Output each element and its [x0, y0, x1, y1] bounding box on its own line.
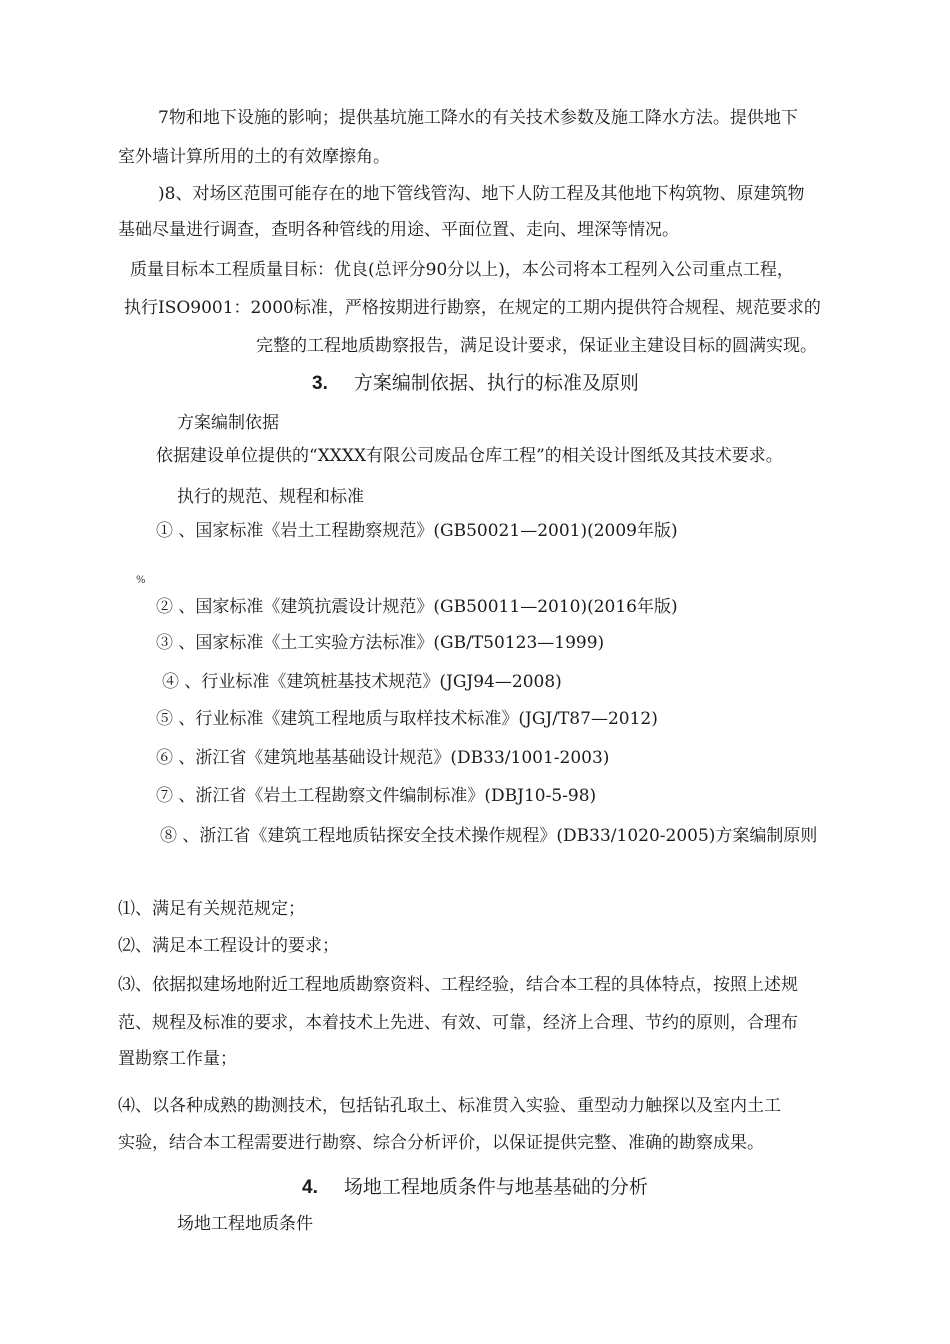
- principle-item: 范、规程及标准的要求，本着技术上先进、有效、可靠，经济上合理、节约的原则，合理布: [118, 1013, 798, 1033]
- body-text-line: 完整的工程地质勘察报告，满足设计要求，保证业主建设目标的圆满实现。: [256, 336, 817, 356]
- subsection-title: 执行的规范、规程和标准: [177, 487, 364, 507]
- standard-item: ③ 、国家标准《土工实验方法标准》(GB/T50123—1999): [156, 633, 605, 653]
- standard-item: ⑦ 、浙江省《岩土工程勘察文件编制标准》(DBJ10-5-98): [156, 786, 597, 806]
- standard-item: ⑥ 、浙江省《建筑地基基础设计规范》(DB33/1001-2003): [156, 748, 610, 768]
- heading-number: 4.: [302, 1177, 318, 1198]
- body-text-line: 质量目标本工程质量目标：优良(总评分90分以上)，本公司将本工程列入公司重点工程，: [130, 260, 794, 280]
- principle-item: 置勘察工作量；: [118, 1049, 237, 1069]
- principle-item: ⑷、以各种成熟的勘测技术，包括钻孔取土、标准贯入实验、重型动力触探以及室内土工: [118, 1096, 781, 1116]
- section-heading-3: [312, 372, 639, 396]
- principle-item: ⑵、满足本工程设计的要求；: [118, 936, 339, 956]
- principle-item: ⑴、满足有关规范规定；: [118, 899, 305, 919]
- principle-item: 实验，结合本工程需要进行勘察、综合分析评价，以保证提供完整、准确的勘察成果。: [118, 1133, 764, 1153]
- heading-title: 方案编制依据、执行的标准及原则: [353, 372, 639, 394]
- body-text-line: 依据建设单位提供的“XXXX有限公司废品仓库工程”的相关设计图纸及其技术要求。: [156, 446, 783, 466]
- standard-item: ④ 、行业标准《建筑桩基技术规范》(JGJ94—2008): [162, 672, 562, 692]
- body-text-line: 基础尽量进行调查，查明各种管线的用途、平面位置、走向、埋深等情况。: [118, 220, 679, 240]
- body-text-line: 7物和地下设施的影响；提供基坑施工降水的有关技术参数及施工降水方法。提供地下: [158, 108, 798, 128]
- standard-item: ⑤ 、行业标准《建筑工程地质与取样技术标准》(JGJ/T87—2012): [156, 709, 658, 729]
- standard-item: ① 、国家标准《岩土工程勘察规范》(GB50021—2001)(2009年版): [156, 521, 678, 541]
- standard-item: ⑧ 、浙江省《建筑工程地质钻探安全技术操作规程》(DB33/1020-2005)方案编制原则: [160, 826, 818, 846]
- subsection-title: 方案编制依据: [177, 413, 279, 433]
- body-text-line: 室外墙计算所用的土的有效摩擦角。: [118, 147, 390, 167]
- standard-item: ② 、国家标准《建筑抗震设计规范》(GB50011—2010)(2016年版): [156, 597, 678, 617]
- heading-number: 3.: [312, 373, 328, 394]
- principle-item: ⑶、依据拟建场地附近工程地质勘察资料、工程经验，结合本工程的具体特点，按照上述规: [118, 975, 798, 995]
- body-text-line: 执行ISO9001：2000标准，严格按期进行勘察，在规定的工期内提供符合规程、规范要求的: [124, 298, 821, 318]
- heading-title: 场地工程地质条件与地基基础的分析: [343, 1176, 648, 1198]
- subsection-title: 场地工程地质条件: [177, 1214, 313, 1234]
- stray-mark: %: [136, 575, 146, 586]
- section-heading-4: [302, 1176, 648, 1200]
- body-text-line: )8、对场区范围可能存在的地下管线管沟、地下人防工程及其他地下构筑物、原建筑物: [158, 184, 805, 204]
